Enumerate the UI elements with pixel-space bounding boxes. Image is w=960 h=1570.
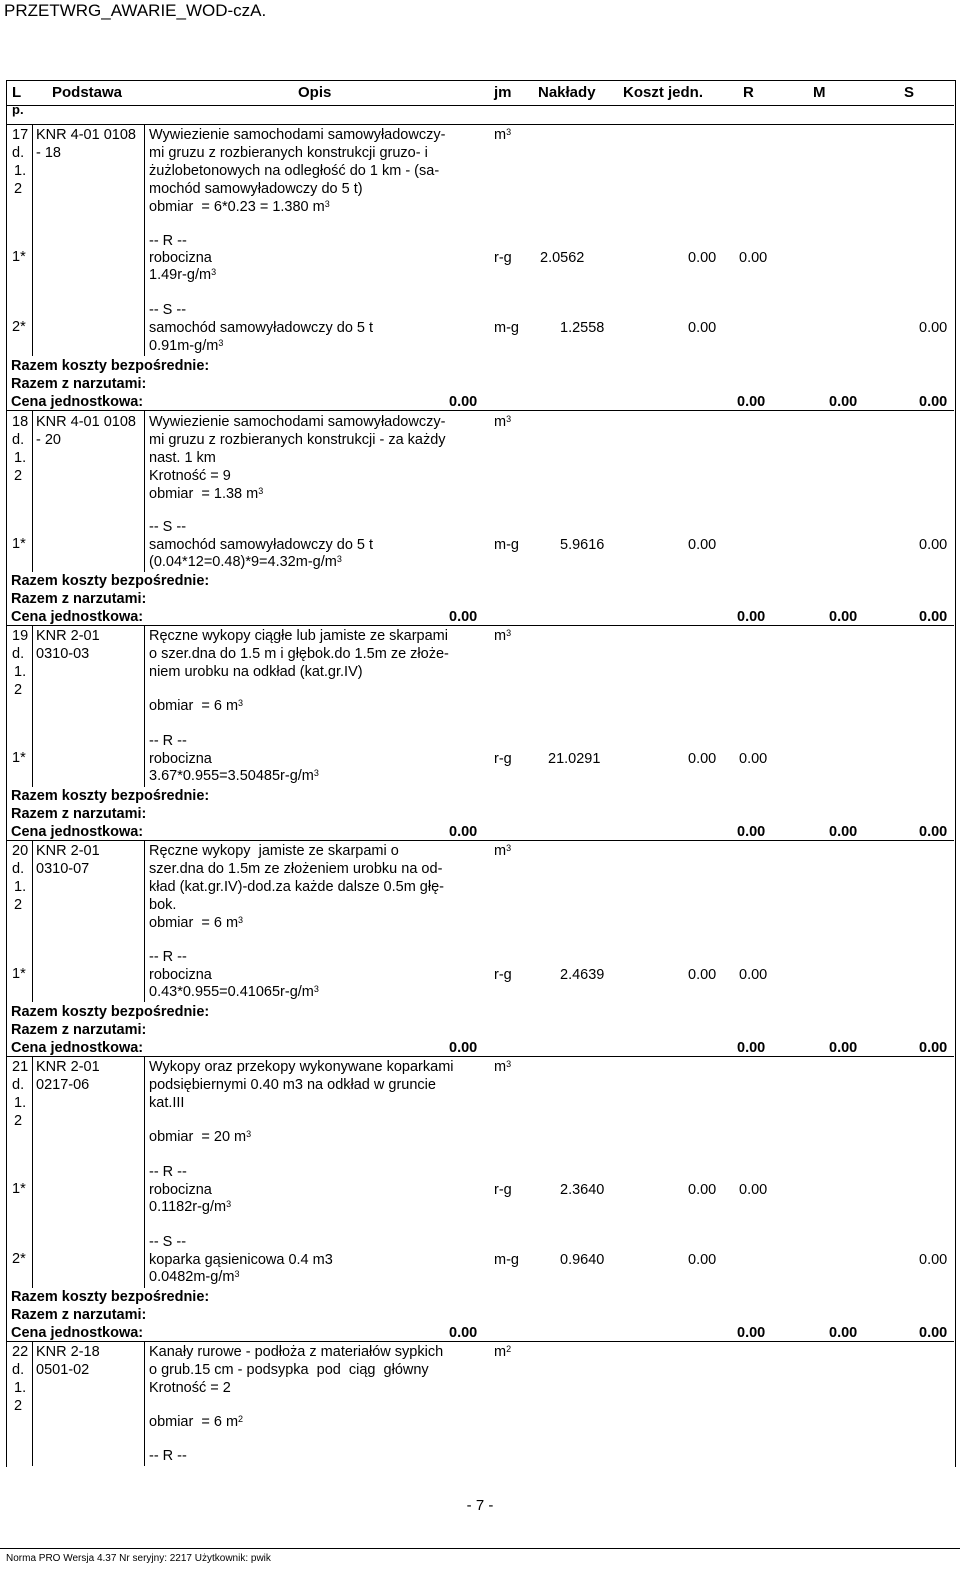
pos18-cena-m: 0.00 — [829, 609, 858, 625]
pos21-d: d. — [12, 1077, 25, 1093]
pos21-s-s: 0.00 — [919, 1252, 948, 1268]
pos22-basis: KNR 2-18 — [36, 1344, 100, 1360]
pos18-desc-2: mi gruzu z rozbieranych konstrukcji - za każdy — [149, 432, 446, 448]
pos19-n2: 2 — [14, 682, 23, 698]
header-divider — [6, 105, 954, 106]
pos17-s-name: samochód samowyładowczy do 5 t — [149, 320, 374, 336]
pos19-unit: $m^3$ — [494, 628, 512, 644]
header-r: R — [743, 84, 754, 101]
pos21-n1: 1. — [14, 1095, 27, 1111]
pos20-r-r: 0.00 — [739, 967, 768, 983]
pos22-number: 22 — [12, 1344, 29, 1360]
header-jm: jm — [494, 84, 512, 101]
pos20-razem-narzut: Razem z narzutami: — [11, 1022, 147, 1038]
pos22-desc-3: Krotność = 2 — [149, 1380, 231, 1396]
pos22-desc-2: o grub.15 cm - podsypka pod ciąg główny — [149, 1362, 429, 1378]
pos22-desc-1: Kanały rurowe - podłoża z materiałów sypkich — [149, 1344, 444, 1360]
header-s: S — [904, 84, 915, 101]
pos17-cena-r: 0.00 — [737, 394, 766, 410]
pos17-n2: 2 — [14, 181, 23, 197]
pos22-r-marker: -- R -- — [149, 1448, 187, 1464]
pos21-obmiar: obmiar = 20 $m^3$ — [149, 1129, 252, 1145]
pos17-d: d. — [12, 145, 25, 161]
pos21-number: 21 — [12, 1059, 29, 1075]
pos21-r-unit-cost: 0.00 — [688, 1182, 717, 1198]
pos21-n2: 2 — [14, 1113, 23, 1129]
pos17-r-name: robocizna — [149, 250, 212, 266]
pos19-razem-koszty: Razem koszty bezpośrednie: — [11, 788, 210, 804]
pos18-basis: KNR 4-01 0108 — [36, 414, 136, 430]
pos17-r-norm: $1.49r-g/m^3$ — [149, 267, 217, 283]
pos17-basis: KNR 4-01 0108 — [36, 127, 136, 143]
pos21-s-norm: $0.0482m-g/m^3$ — [149, 1269, 240, 1285]
pos18-s-index: 1* — [12, 536, 26, 552]
pos18-s-norm: $(0.04*12=0.48)*9=4.32m-g/m^3$ — [149, 554, 342, 570]
pos18-s-s: 0.00 — [919, 537, 948, 553]
pos19-cena-total: 0.00 — [449, 824, 478, 840]
pos19-cena: Cena jednostkowa: — [11, 824, 144, 840]
pos17-r-marker: -- R -- — [149, 233, 187, 249]
pos21-r-unit: r-g — [494, 1182, 512, 1198]
pos19-r-name: robocizna — [149, 751, 212, 767]
pos22-n2: 2 — [14, 1398, 23, 1414]
pos21-r-name: robocizna — [149, 1182, 212, 1198]
pos19-basis: KNR 2-01 — [36, 628, 100, 644]
pos19-d: d. — [12, 646, 25, 662]
pos21-desc-3: kat.III — [149, 1095, 185, 1111]
pos20-obmiar: obmiar = 6 $m^3$ — [149, 915, 244, 931]
pos17-desc-3: żużlobetonowych na odległość do 1 km - (sa- — [149, 163, 440, 179]
pos20-cena: Cena jednostkowa: — [11, 1040, 144, 1056]
header-naklady: Nakłady — [538, 84, 596, 101]
pos17-number: 17 — [12, 127, 29, 143]
pos17-cena-m: 0.00 — [829, 394, 858, 410]
pos21-s-unit: m-g — [494, 1252, 519, 1268]
pos21-cena: Cena jednostkowa: — [11, 1325, 144, 1341]
pos19-cena-r: 0.00 — [737, 824, 766, 840]
pos21-s-index: 2* — [12, 1251, 26, 1267]
pos17-s-unit-cost: 0.00 — [688, 320, 717, 336]
pos17-r-unit: r-g — [494, 250, 512, 266]
pos18-basis2: - 20 — [36, 432, 61, 448]
pos17-unit: $m^3$ — [494, 127, 512, 143]
header-lp2: p. — [12, 102, 24, 117]
pos21-basis2: 0217-06 — [36, 1077, 90, 1093]
pos21-r-amount: 2.3640 — [560, 1182, 605, 1198]
pos17-obmiar: obmiar = 6*0.23 = 1.380 $m^3$ — [149, 199, 330, 215]
pos19-r-amount: 21.0291 — [548, 751, 601, 767]
pos19-r-index: 1* — [12, 750, 26, 766]
pos20-number: 20 — [12, 843, 29, 859]
pos18-s-unit: m-g — [494, 537, 519, 553]
pos21-r-index: 1* — [12, 1181, 26, 1197]
pos19-r-r: 0.00 — [739, 751, 768, 767]
pos20-r-amount: 2.4639 — [560, 967, 605, 983]
pos18-razem-koszty: Razem koszty bezpośrednie: — [11, 573, 210, 589]
header-lp: L — [12, 84, 22, 101]
pos17-s-marker: -- S -- — [149, 302, 187, 318]
pos19-r-unit-cost: 0.00 — [688, 751, 717, 767]
pos21-razem-koszty: Razem koszty bezpośrednie: — [11, 1289, 210, 1305]
pos20-cena-s: 0.00 — [919, 1040, 948, 1056]
pos17-s-norm: $0.91m-g/m^3$ — [149, 338, 224, 354]
pos18-s-amount: 5.9616 — [560, 537, 605, 553]
pos20-cena-m: 0.00 — [829, 1040, 858, 1056]
pos17-r-r: 0.00 — [739, 250, 768, 266]
pos17-s-s: 0.00 — [919, 320, 948, 336]
pos20-razem-koszty: Razem koszty bezpośrednie: — [11, 1004, 210, 1020]
pos18-d: d. — [12, 432, 25, 448]
pos19-obmiar: obmiar = 6 $m^3$ — [149, 698, 244, 714]
pos19-number: 19 — [12, 628, 29, 644]
pos22-basis2: 0501-02 — [36, 1362, 90, 1378]
pos19-r-marker: -- R -- — [149, 733, 187, 749]
pos21-r-norm: $0.1182r-g/m^3$ — [149, 1199, 232, 1215]
pos21-s-name: koparka gąsienicowa 0.4 m3 — [149, 1252, 333, 1268]
pos20-n2: 2 — [14, 897, 23, 913]
pos17-desc-4: mochód samowyładowczy do 5 t) — [149, 181, 363, 197]
pos22-unit: $m^2$ — [494, 1344, 512, 1360]
pos18-cena-total: 0.00 — [449, 609, 478, 625]
pos20-basis2: 0310-07 — [36, 861, 90, 877]
pos18-obmiar: obmiar = 1.38 $m^3$ — [149, 486, 264, 502]
pos21-s-marker: -- S -- — [149, 1234, 187, 1250]
pos20-cena-r: 0.00 — [737, 1040, 766, 1056]
pos18-n2: 2 — [14, 468, 23, 484]
pos18-desc-3: nast. 1 km — [149, 450, 216, 466]
pos17-r-index: 1* — [12, 249, 26, 265]
pos21-r-r: 0.00 — [739, 1182, 768, 1198]
header-m: M — [813, 84, 826, 101]
pos18-s-unit-cost: 0.00 — [688, 537, 717, 553]
pos18-desc-4: Krotność = 9 — [149, 468, 231, 484]
pos17-desc-2: mi gruzu z rozbieranych konstrukcji gruzo- i — [149, 145, 428, 161]
pos17-razem-narzut: Razem z narzutami: — [11, 376, 147, 392]
pos21-cena-total: 0.00 — [449, 1325, 478, 1341]
pos19-r-norm: $3.67*0.955=3.50485r-g/m^3$ — [149, 768, 319, 784]
pos20-r-unit-cost: 0.00 — [688, 967, 717, 983]
pos20-r-norm: $0.43*0.955=0.41065r-g/m^3$ — [149, 984, 319, 1000]
pos18-desc-1: Wywiezienie samochodami samowyładowczy- — [149, 414, 446, 430]
pos19-basis2: 0310-03 — [36, 646, 90, 662]
pos17-s-unit: m-g — [494, 320, 519, 336]
pos17-n1: 1. — [14, 163, 27, 179]
footer-divider — [0, 1548, 960, 1549]
pos21-cena-m: 0.00 — [829, 1325, 858, 1341]
pos19-desc-1: Ręczne wykopy ciągłe lub jamiste ze skarpami — [149, 628, 448, 644]
pos19-n1: 1. — [14, 664, 27, 680]
header-podstawa: Podstawa — [52, 84, 123, 101]
pos21-s-amount: 0.9640 — [560, 1252, 605, 1268]
pos20-r-name: robocizna — [149, 967, 212, 983]
pos18-cena-r: 0.00 — [737, 609, 766, 625]
pos21-cena-s: 0.00 — [919, 1325, 948, 1341]
pos19-desc-2: o szer.dna do 1.5 m i głębok.do 1.5m ze złoże- — [149, 646, 449, 662]
pos21-razem-narzut: Razem z narzutami: — [11, 1307, 147, 1323]
pos18-n1: 1. — [14, 450, 27, 466]
pos17-r-amount: 2.0562 — [540, 250, 585, 266]
pos20-r-unit: r-g — [494, 967, 512, 983]
pos22-d: d. — [12, 1362, 25, 1378]
pos18-s-marker: -- S -- — [149, 519, 187, 535]
pos18-unit: $m^3$ — [494, 414, 512, 430]
pos20-basis: KNR 2-01 — [36, 843, 100, 859]
page-number: - 7 - — [466, 1497, 494, 1514]
pos20-r-marker: -- R -- — [149, 949, 187, 965]
pos22-obmiar: obmiar = 6 $m^2$ — [149, 1414, 244, 1430]
pos18-razem-narzut: Razem z narzutami: — [11, 591, 147, 607]
pos18-cena-s: 0.00 — [919, 609, 948, 625]
pos21-s-unit-cost: 0.00 — [688, 1252, 717, 1268]
pos17-cena-s: 0.00 — [919, 394, 948, 410]
document-title: PRZETWRG_AWARIE_WOD-czA. — [4, 1, 267, 20]
pos22-n1: 1. — [14, 1380, 27, 1396]
footer-software-info: Norma PRO Wersja 4.37 Nr seryjny: 2217 Użytkownik: pwik — [6, 1553, 271, 1564]
pos19-cena-s: 0.00 — [919, 824, 948, 840]
header-koszt: Koszt jedn. — [623, 84, 704, 101]
pos19-cena-m: 0.00 — [829, 824, 858, 840]
pos20-cena-total: 0.00 — [449, 1040, 478, 1056]
pos17-s-amount: 1.2558 — [560, 320, 605, 336]
pos17-cena-total: 0.00 — [449, 394, 478, 410]
pos17-razem-koszty: Razem koszty bezpośrednie: — [11, 358, 210, 374]
pos20-unit: $m^3$ — [494, 843, 512, 859]
pos17-r-unit-cost: 0.00 — [688, 250, 717, 266]
pos18-number: 18 — [12, 414, 29, 430]
pos20-desc-1: Ręczne wykopy jamiste ze skarpami o — [149, 843, 399, 859]
pos19-desc-3: niem urobku na odkład (kat.gr.IV) — [149, 664, 363, 680]
pos17-basis2: - 18 — [36, 145, 61, 161]
pos21-r-marker: -- R -- — [149, 1164, 187, 1180]
pos20-desc-3: kład (kat.gr.IV)-dod.za każde dalsze 0.5m głę- — [149, 879, 444, 895]
pos17-desc-1: Wywiezienie samochodami samowyładowczy- — [149, 127, 446, 143]
pos20-n1: 1. — [14, 879, 27, 895]
pos19-r-unit: r-g — [494, 751, 512, 767]
pos21-desc-2: podsiębiernymi 0.40 m3 na odkład w gruncie — [149, 1077, 436, 1093]
pos20-r-index: 1* — [12, 966, 26, 982]
pos20-d: d. — [12, 861, 25, 877]
pos21-unit: $m^3$ — [494, 1059, 512, 1075]
header-opis: Opis — [298, 84, 332, 101]
pos20-desc-2: szer.dna do 1.5m ze złożeniem urobku na od- — [149, 861, 443, 877]
pos21-desc-1: Wykopy oraz przekopy wykonywane koparkami — [149, 1059, 454, 1075]
pos18-s-name: samochód samowyładowczy do 5 t — [149, 537, 374, 553]
pos21-basis: KNR 2-01 — [36, 1059, 100, 1075]
pos17-s-index: 2* — [12, 319, 26, 335]
pos21-cena-r: 0.00 — [737, 1325, 766, 1341]
pos18-cena: Cena jednostkowa: — [11, 609, 144, 625]
pos20-desc-4: bok. — [149, 897, 177, 913]
pos17-cena: Cena jednostkowa: — [11, 394, 144, 410]
pos19-razem-narzut: Razem z narzutami: — [11, 806, 147, 822]
